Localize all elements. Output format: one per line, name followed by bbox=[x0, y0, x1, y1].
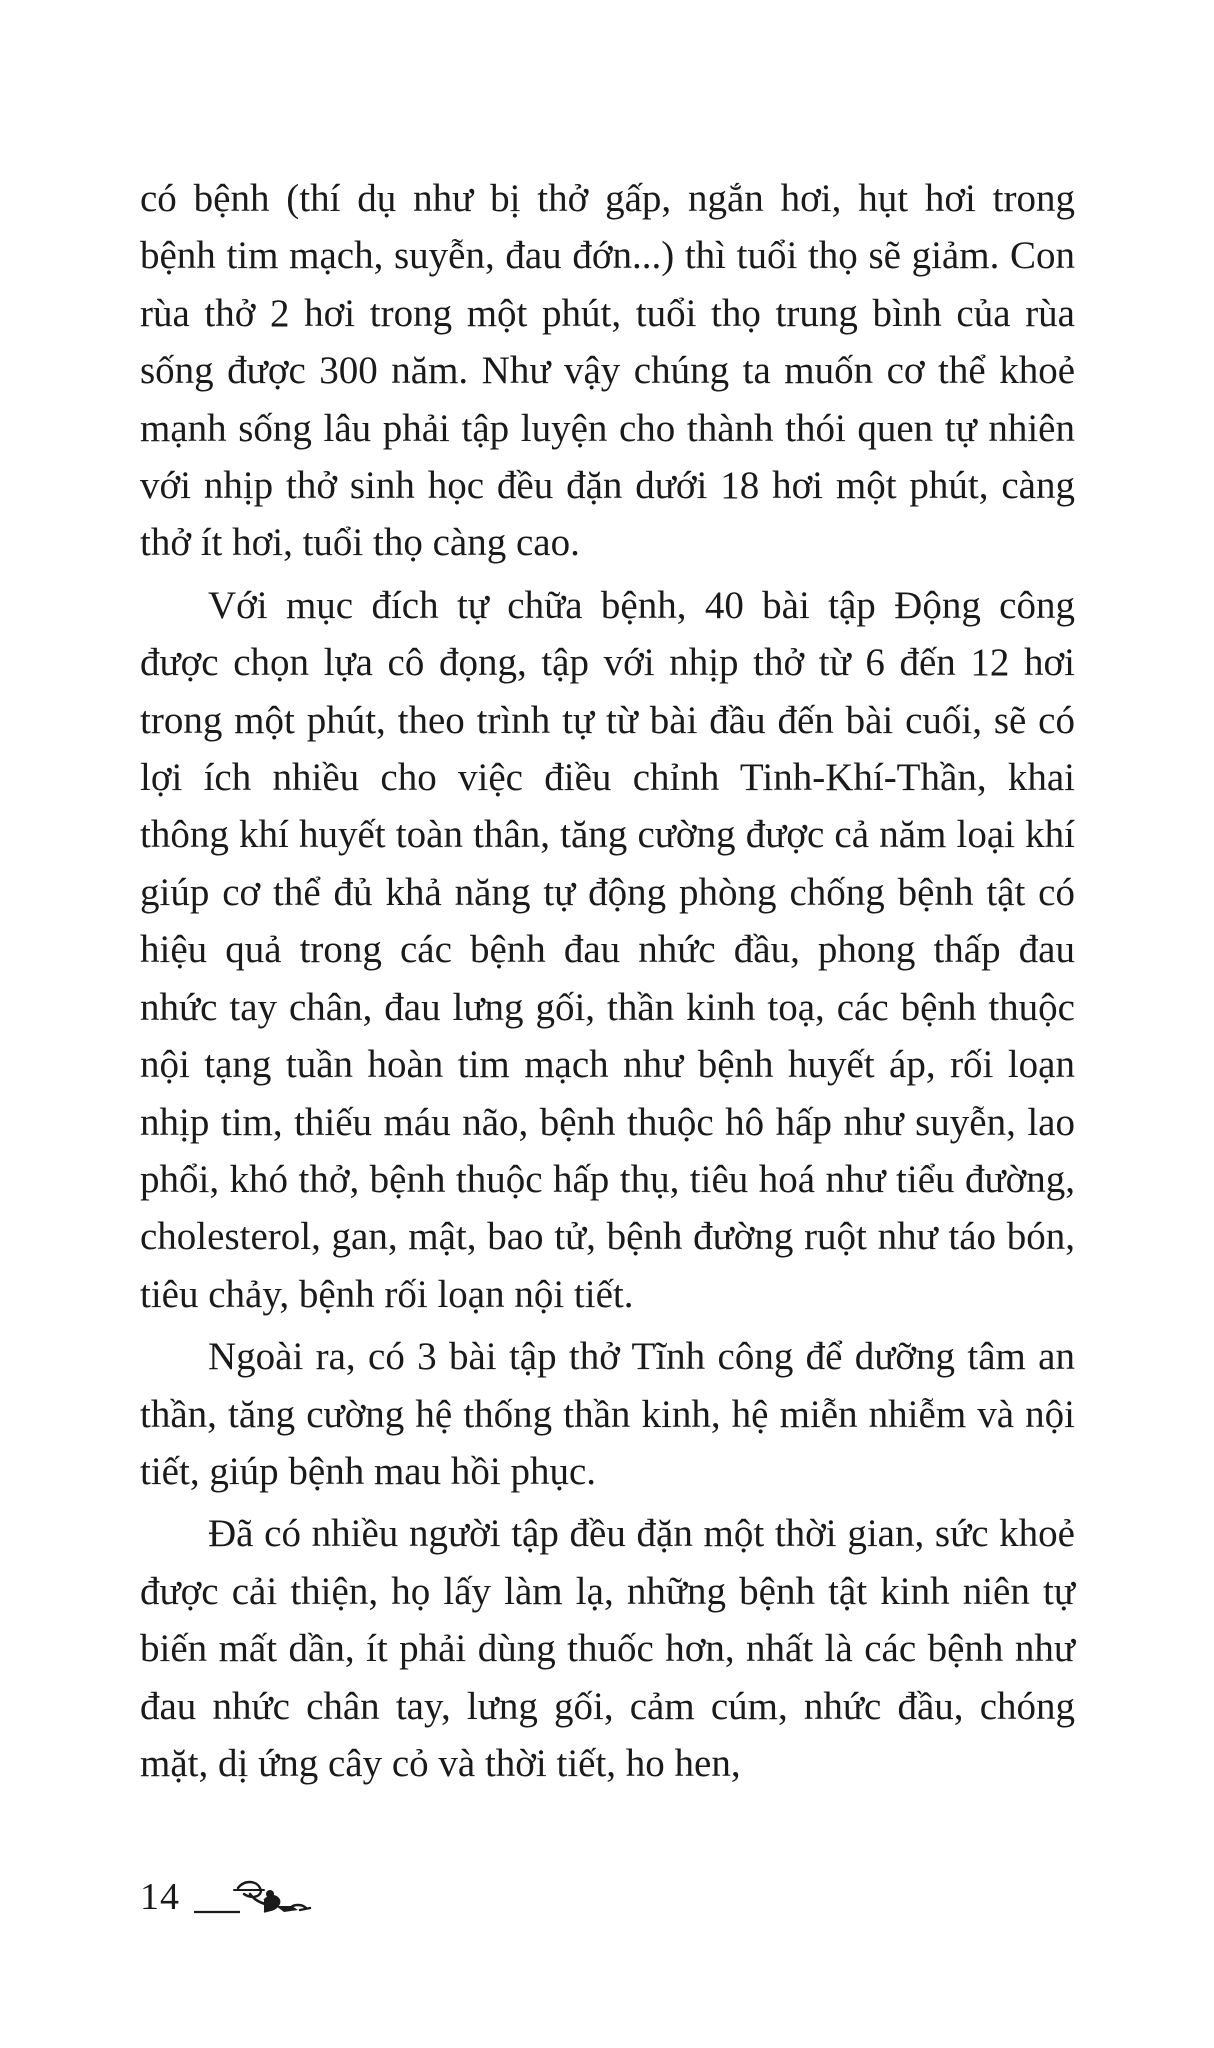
paragraph-4: Đã có nhiều người tập đều đặn một thời gian, sức khoẻ được cải thiện, họ lấy làm lạ, những bệnh tật kinh niên tự biến mất dần, ít phải dùng thuốc hơn, nhất là các bệnh như đau nhức chân tay, lưng gối, cảm cúm, nhức đầu, chóng mặt, dị ứng cây cỏ và thời tiết, ho hen, bbox=[140, 1512, 1075, 1785]
running-figure-ornament-icon bbox=[194, 1876, 334, 1918]
body-text bbox=[140, 170, 1075, 1792]
paragraph-3: Ngoài ra, có 3 bài tập thở Tĩnh công để dưỡng tâm an thần, tăng cường hệ thống thần kinh, hệ miễn nhiễm và nội tiết, giúp bệnh mau hồi phục. bbox=[140, 1335, 1075, 1493]
page-number: 14 bbox=[140, 1876, 180, 1918]
paragraph-2: Với mục đích tự chữa bệnh, 40 bài tập Động công được chọn lựa cô đọng, tập với nhịp thở từ 6 đến 12 hơi trong một phút, theo trình tự từ bài đầu đến bài cuối, sẽ có lợi ích nhiều cho việc điều chỉnh Tinh-Khí-Thần, khai thông khí huyết toàn thân, tăng cường được cả năm loại khí giúp cơ thể đủ khả năng tự động phòng chống bệnh tật có hiệu quả trong các bệnh đau nhức đầu, phong thấp đau nhức tay chân, đau lưng gối, thần kinh toạ, các bệnh thuộc nội tạng tuần hoàn tim mạch như bệnh huyết áp, rối loạn nhịp tim, thiếu máu não, bệnh thuộc hô hấp như suyễn, lao phổi, khó thở, bệnh thuộc hấp thụ, tiêu hoá như tiểu đường, cholesterol, gan, mật, bao tử, bệnh đường ruột như táo bón, tiêu chảy, bệnh rối loạn nội tiết. bbox=[140, 583, 1075, 1316]
paragraph-1: có bệnh (thí dụ như bị thở gấp, ngắn hơi, hụt hơi trong bệnh tim mạch, suyễn, đau đớn...) thì tuổi thọ sẽ giảm. Con rùa thở 2 hơi trong một phút, tuổi thọ trung bình của rùa sống được 300 năm. Như vậy chúng ta muốn cơ thể khoẻ mạnh sống lâu phải tập luyện cho thành thói quen tự nhiên với nhịp thở sinh học đều đặn dưới 18 hơi một phút, càng thở ít hơi, tuổi thọ càng cao. bbox=[140, 177, 1075, 565]
page-footer bbox=[140, 1868, 334, 1918]
